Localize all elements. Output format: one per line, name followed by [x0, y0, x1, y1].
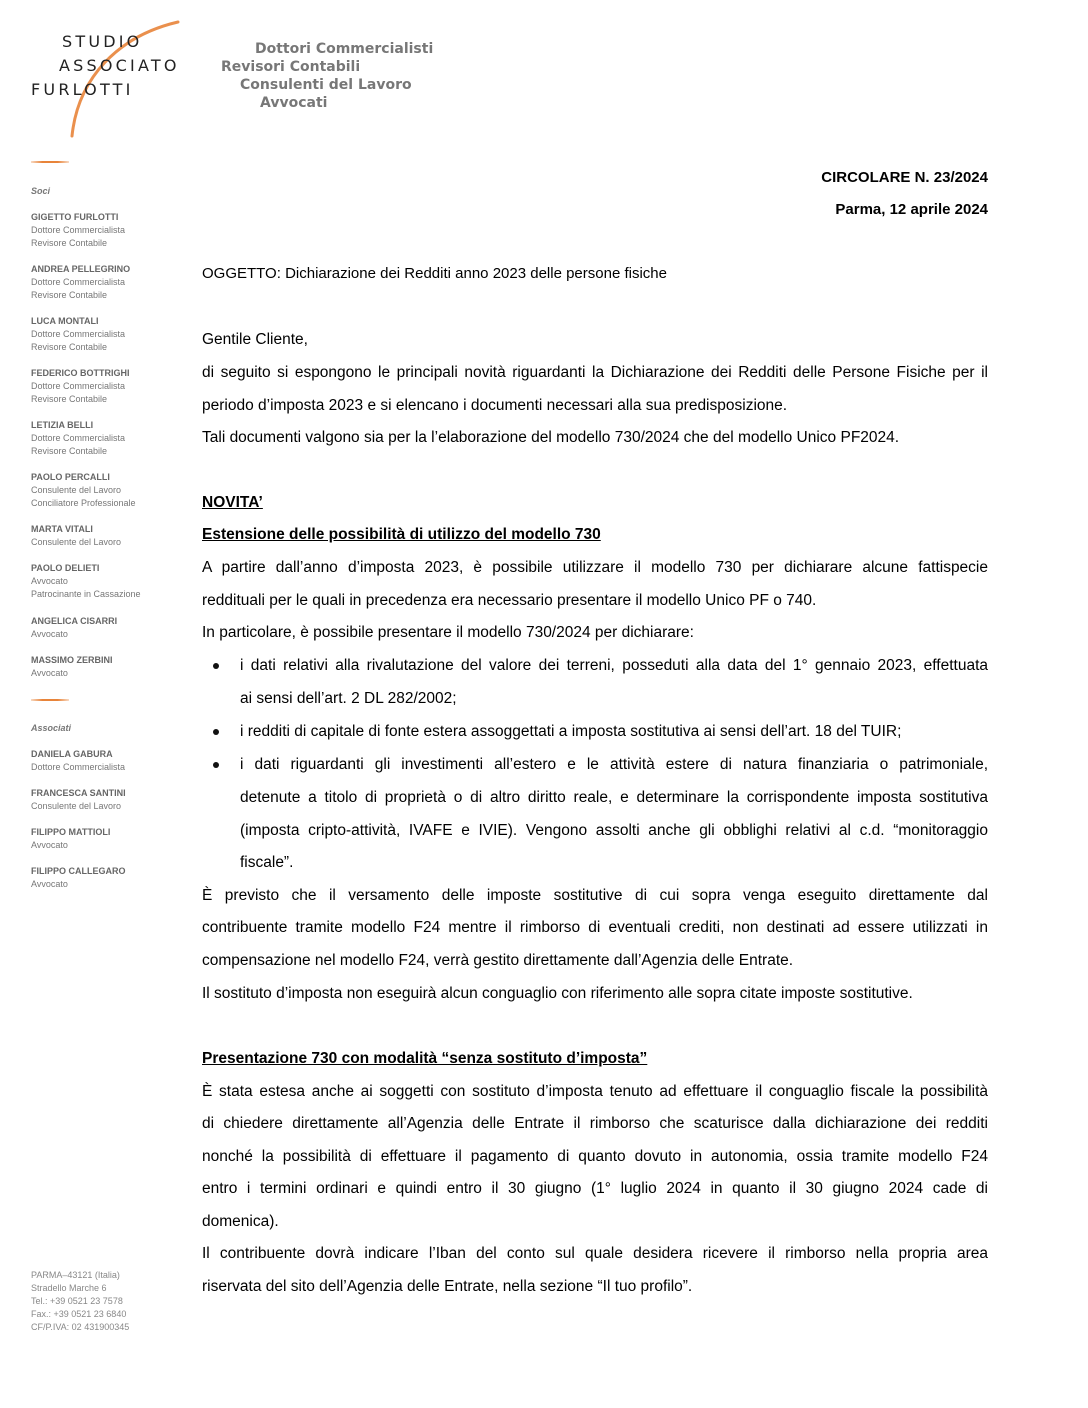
- partner-role: Avvocato: [31, 629, 68, 639]
- section2-para-line: domenica).: [202, 1213, 279, 1230]
- bullet-line: i dati relativi alla rivalutazione del valore dei terreni, posseduti alla data del 1° gennaio 2023, effettuata: [240, 657, 988, 674]
- partner-entry: [31, 523, 121, 549]
- intro-line: di seguito si espongono le principali novità riguardanti la Dichiarazione dei Redditi delle Persone Fisiche per il: [202, 364, 988, 381]
- partner-name: PAOLO PERCALLI: [31, 472, 110, 482]
- soci-label: Soci: [31, 186, 51, 196]
- bullet-line: (imposta cripto-attività, IVAFE e IVIE). Vengono assolti anche gli obblighi relativi al c.d. “monitoraggio: [240, 822, 988, 839]
- partner-role: Dottore Commercialista: [31, 381, 126, 391]
- partner-role: Revisore Contabile: [31, 290, 108, 300]
- associate-entry: [31, 787, 126, 813]
- partner-role: Dottore Commercialista: [31, 277, 126, 287]
- partner-entry: [31, 615, 117, 641]
- fax-line: Fax.: +39 0521 23 6840: [31, 1309, 127, 1319]
- profession-item: Dottori Commercialisti: [255, 41, 434, 57]
- partner-entry: [31, 211, 125, 250]
- partner-role: Revisore Contabile: [31, 394, 108, 404]
- studio-logo: [28, 18, 198, 148]
- bullet-line: i dati riguardanti gli investimenti all’estero e le attività estere di natura finanziaria o patrimoniale,: [240, 756, 988, 773]
- document-date: Parma, 12 aprile 2024: [835, 201, 988, 218]
- section2-heading: Presentazione 730 con modalità “senza sostituto d’imposta”: [202, 1050, 648, 1067]
- orange-divider: [31, 699, 69, 701]
- partner-name: MARTA VITALI: [31, 524, 93, 534]
- bullet-line: ai sensi dell’art. 2 DL 282/2002;: [240, 690, 457, 707]
- partner-name: LUCA MONTALI: [31, 316, 99, 326]
- bullet-icon: [213, 729, 219, 735]
- vat-line: CF/P.IVA: 02 431900345: [31, 1322, 130, 1332]
- bullet-icon: [213, 663, 219, 669]
- partner-role: Revisore Contabile: [31, 238, 108, 248]
- section1-para-line: reddituali per le quali in precedenza era necessario presentare il modello Unico PF o 740.: [202, 592, 817, 609]
- address-line: Stradello Marche 6: [31, 1283, 107, 1293]
- section2-para-line: riservata del sito dell’Agenzia delle Entrate, nella sezione “Il tuo profilo”.: [202, 1278, 693, 1295]
- partner-role: Dottore Commercialista: [31, 225, 126, 235]
- partner-name: LETIZIA BELLI: [31, 420, 94, 430]
- section1-after-line: compensazione nel modello F24, verrà gestito direttamente dall’Agenzia delle Entrate.: [202, 952, 794, 969]
- bullet-line: fiscale”.: [240, 854, 294, 871]
- circolare-number: CIRCOLARE N. 23/2024: [821, 169, 988, 186]
- section1-after-line: Il sostituto d’imposta non eseguirà alcun conguaglio con riferimento alle sopra citate imposte sostitutive.: [202, 985, 913, 1002]
- bullet-line: i redditi di capitale di fonte estera assoggettati a imposta sostitutiva ai sensi dell’art. 18 del TUIR;: [240, 723, 902, 740]
- profession-item: Consulenti del Lavoro: [240, 77, 412, 93]
- bullet-icon: [213, 762, 219, 768]
- partner-role: Avvocato: [31, 576, 68, 586]
- partner-entry: [31, 562, 141, 601]
- partner-name: FEDERICO BOTTRIGHI: [31, 368, 130, 378]
- partner-entry: [31, 367, 130, 406]
- partner-name: ANDREA PELLEGRINO: [31, 264, 131, 274]
- intro-line: Tali documenti valgono sia per la l’elaborazione del modello 730/2024 che del modello Unico PF2024.: [202, 429, 900, 446]
- partner-name: MASSIMO ZERBINI: [31, 655, 113, 665]
- section1-after-line: contribuente tramite modello F24 mentre il rimborso di eventuali crediti, non destinati ad essere utilizzati in: [202, 919, 988, 936]
- profession-item: Revisori Contabili: [221, 59, 361, 75]
- associate-name: FRANCESCA SANTINI: [31, 788, 126, 798]
- profession-item: Avvocati: [260, 95, 328, 111]
- phone-line: Tel.: +39 0521 23 7578: [31, 1296, 123, 1306]
- logo-line-3: FURLOTTI: [31, 80, 134, 99]
- novita-heading: NOVITA’: [202, 494, 263, 511]
- partner-entry: [31, 315, 125, 354]
- partner-role: Revisore Contabile: [31, 446, 108, 456]
- section2-para-line: entro i termini ordinari e quindi entro il 30 giugno (1° luglio 2024 in quanto il 30 giugno 2024 cade di: [202, 1180, 988, 1197]
- associate-entry: [31, 826, 110, 852]
- section1-heading: Estensione delle possibilità di utilizzo del modello 730: [202, 526, 601, 543]
- partner-name: PAOLO DELIETI: [31, 563, 100, 573]
- office-address: [31, 1269, 129, 1334]
- partner-entry: [31, 654, 113, 680]
- associate-role: Avvocato: [31, 840, 68, 850]
- associate-role: Consulente del Lavoro: [31, 801, 122, 811]
- partner-role: Patrocinante in Cassazione: [31, 589, 141, 599]
- intro-line: periodo d’imposta 2023 e si elencano i documenti necessari alla sua predisposizione.: [202, 397, 788, 414]
- associati-label: Associati: [31, 723, 72, 733]
- partner-role: Avvocato: [31, 668, 68, 678]
- partner-name: GIGETTO FURLOTTI: [31, 212, 119, 222]
- document-subject: OGGETTO: Dichiarazione dei Redditi anno 2023 delle persone fisiche: [202, 265, 667, 282]
- greeting: Gentile Cliente,: [202, 331, 308, 348]
- orange-divider: [31, 161, 69, 163]
- section2-para-line: nonché la possibilità di effettuare il pagamento di quanto dovuto in autonomia, ossia tramite modello F24: [202, 1148, 988, 1165]
- partner-role: Dottore Commercialista: [31, 329, 126, 339]
- partner-role: Consulente del Lavoro: [31, 485, 122, 495]
- partner-role: Revisore Contabile: [31, 342, 108, 352]
- logo-line-2: ASSOCIATO: [59, 56, 180, 75]
- associate-role: Avvocato: [31, 879, 68, 889]
- address-line: PARMA–43121 (Italia): [31, 1270, 120, 1280]
- associate-name: DANIELA GABURA: [31, 749, 113, 759]
- associate-entry: [31, 748, 125, 774]
- partner-entry: [31, 471, 136, 510]
- partner-entry: [31, 263, 130, 302]
- section1-para-line: A partire dall’anno d’imposta 2023, è possibile utilizzare il modello 730 per dichiarare alcune fattispecie: [202, 559, 988, 576]
- partner-role: Conciliatore Professionale: [31, 498, 136, 508]
- partner-role: Consulente del Lavoro: [31, 537, 122, 547]
- section1-para-line: In particolare, è possibile presentare il modello 730/2024 per dichiarare:: [202, 624, 694, 641]
- logo-line-1: STUDIO: [62, 32, 143, 51]
- section2-para-line: Il contribuente dovrà indicare l’Iban del conto sul quale desidera ricevere il rimborso nella propria area: [202, 1245, 988, 1262]
- associate-name: FILIPPO MATTIOLI: [31, 827, 111, 837]
- partner-name: ANGELICA CISARRI: [31, 616, 118, 626]
- associate-role: Dottore Commercialista: [31, 762, 126, 772]
- section2-para-line: È stata estesa anche ai soggetti con sostituto d’imposta tenuto ad effettuare il conguaglio fiscale la possibilità: [202, 1083, 988, 1100]
- partner-entry: [31, 419, 125, 458]
- section1-after-line: È previsto che il versamento delle imposte sostitutive di cui sopra venga eseguito direttamente dal: [202, 887, 988, 904]
- bullet-line: detenute a titolo di proprietà o di altro diritto reale, e determinare la corrispondente imposta sostitutiva: [240, 789, 988, 806]
- associate-entry: [31, 865, 126, 891]
- section2-para-line: di chiedere direttamente all’Agenzia delle Entrate il rimborso che scaturisce dalla dichiarazione dei redditi: [202, 1115, 988, 1132]
- partner-role: Dottore Commercialista: [31, 433, 126, 443]
- associate-name: FILIPPO CALLEGARO: [31, 866, 126, 876]
